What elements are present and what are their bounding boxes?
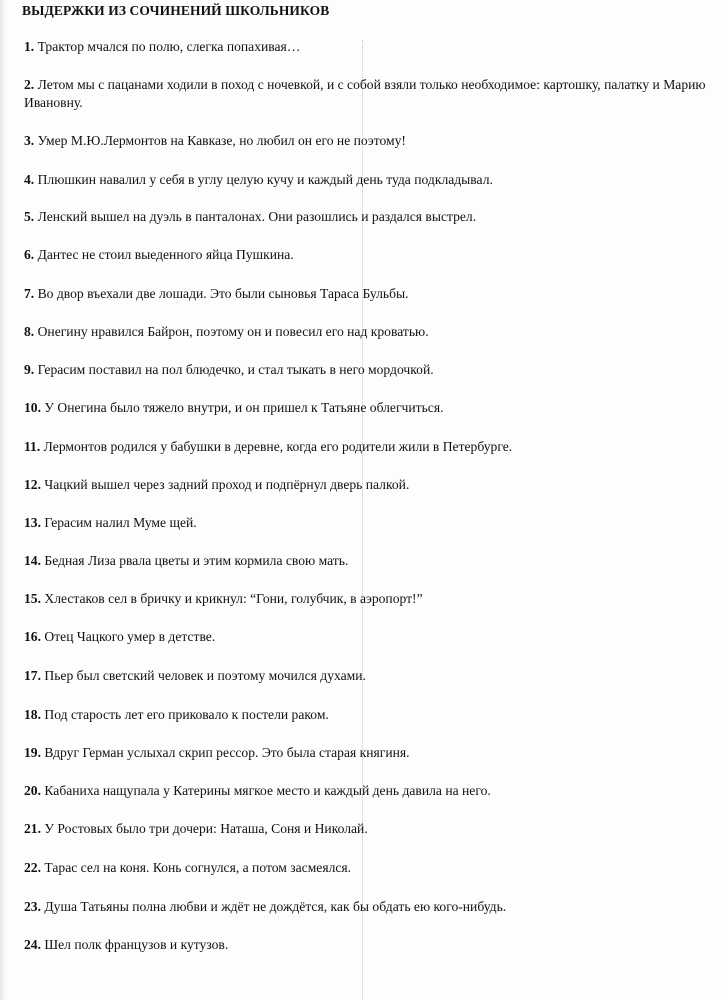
item-number: 22. [24,860,41,875]
item-text: Чацкий вышел через задний проход и подпёрнул дверь палкой. [44,477,410,492]
item-number: 19. [24,745,41,760]
item-number: 17. [24,668,41,683]
list-item [24,285,708,303]
item-text: Хлестаков сел в бричку и крикнул: “Гони, голубчик, в аэропорт!” [44,591,423,606]
item-number: 16. [24,629,41,644]
item-text: Ленский вышел на дуэль в панталонах. Они разошлись и раздался выстрел. [37,209,477,224]
item-number: 13. [24,515,41,530]
item-text: Дантес не стоил выеденного яйца Пушкина. [37,247,294,262]
list-item [24,208,708,226]
list-item [24,782,708,800]
item-text: Умер М.Ю.Лермонтов на Кавказе, но любил он его не поэтому! [37,133,406,148]
item-number: 6. [24,247,35,262]
list-item [24,552,708,570]
item-text: Плюшкин навалил у себя в углу целую кучу и каждый день туда подкладывал. [37,172,493,187]
page-edge-shadow [0,0,6,1000]
item-text: Бедная Лиза рвала цветы и этим кормила свою мать. [44,553,349,568]
item-number: 21. [24,821,41,836]
item-text: У Ростовых было три дочери: Наташа, Соня и Николай. [44,821,368,836]
list-item [24,590,708,608]
item-text: Лермонтов родился у бабушки в деревне, когда его родители жили в Петербурге. [43,439,513,454]
item-number: 1. [24,39,35,54]
item-text: Герасим налил Муме щей. [44,515,197,530]
item-number: 4. [24,172,35,187]
item-number: 8. [24,324,35,339]
list-item [24,132,708,150]
item-text: Вдруг Герман услыхал скрип рессор. Это была старая княгиня. [44,745,410,760]
item-text: Трактор мчался по полю, слегка попахивая… [37,39,301,54]
item-number: 5. [24,209,35,224]
item-number: 24. [24,937,41,952]
item-text: Пьер был светский человек и поэтому мочился духами. [44,668,366,683]
list-item [24,76,708,112]
list-item [24,859,708,877]
list-item [24,323,708,341]
item-number: 23. [24,899,41,914]
item-text: Отец Чацкого умер в детстве. [44,629,216,644]
list-item [24,820,708,838]
list-item [24,936,708,954]
item-number: 2. [24,77,35,92]
list-item [24,628,708,646]
list-item [24,361,708,379]
item-text: Во двор въехали две лошади. Это были сыновья Тараса Бульбы. [37,286,409,301]
item-number: 14. [24,553,41,568]
item-number: 15. [24,591,41,606]
item-number: 20. [24,783,41,798]
item-number: 10. [24,400,41,415]
list-item [24,246,708,264]
item-text: Под старость лет его приковало к постели раком. [44,707,329,722]
item-number: 18. [24,707,41,722]
list-item [24,438,708,456]
list-item [24,399,708,417]
item-text: Онегину нравился Байрон, поэтому он и повесил его над кроватью. [37,324,429,339]
item-number: 12. [24,477,41,492]
item-text: Тарас сел на коня. Конь согнулся, а потом засмеялся. [44,860,352,875]
list-item [24,667,708,685]
item-text: У Онегина было тяжело внутри, и он пришел к Татьяне облегчиться. [44,400,444,415]
item-text: Шел полк французов и кутузов. [44,937,229,952]
list-item [24,476,708,494]
item-number: 7. [24,286,35,301]
item-text: Душа Татьяны полна любви и ждёт не дождётся, как бы обдать ею кого-нибудь. [44,899,507,914]
list-item [24,514,708,532]
item-number: 3. [24,133,35,148]
item-text: Кабаниха нащупала у Катерины мягкое место и каждый день давила на него. [44,783,491,798]
item-text: Герасим поставил на пол блюдечко, и стал тыкать в него мордочкой. [37,362,434,377]
item-number: 11. [24,439,41,454]
list-item [24,744,708,762]
list-item [24,898,708,916]
list-item [24,38,708,56]
item-number: 9. [24,362,35,377]
page-title: ВЫДЕРЖКИ ИЗ СОЧИНЕНИЙ ШКОЛЬНИКОВ [22,3,330,18]
list-item [24,171,708,189]
list-item [24,706,708,724]
item-text: Летом мы с пацанами ходили в поход с ночевкой, и с собой взяли только необходимое: картошку, палатку и Марию Ивановну. [24,77,706,110]
